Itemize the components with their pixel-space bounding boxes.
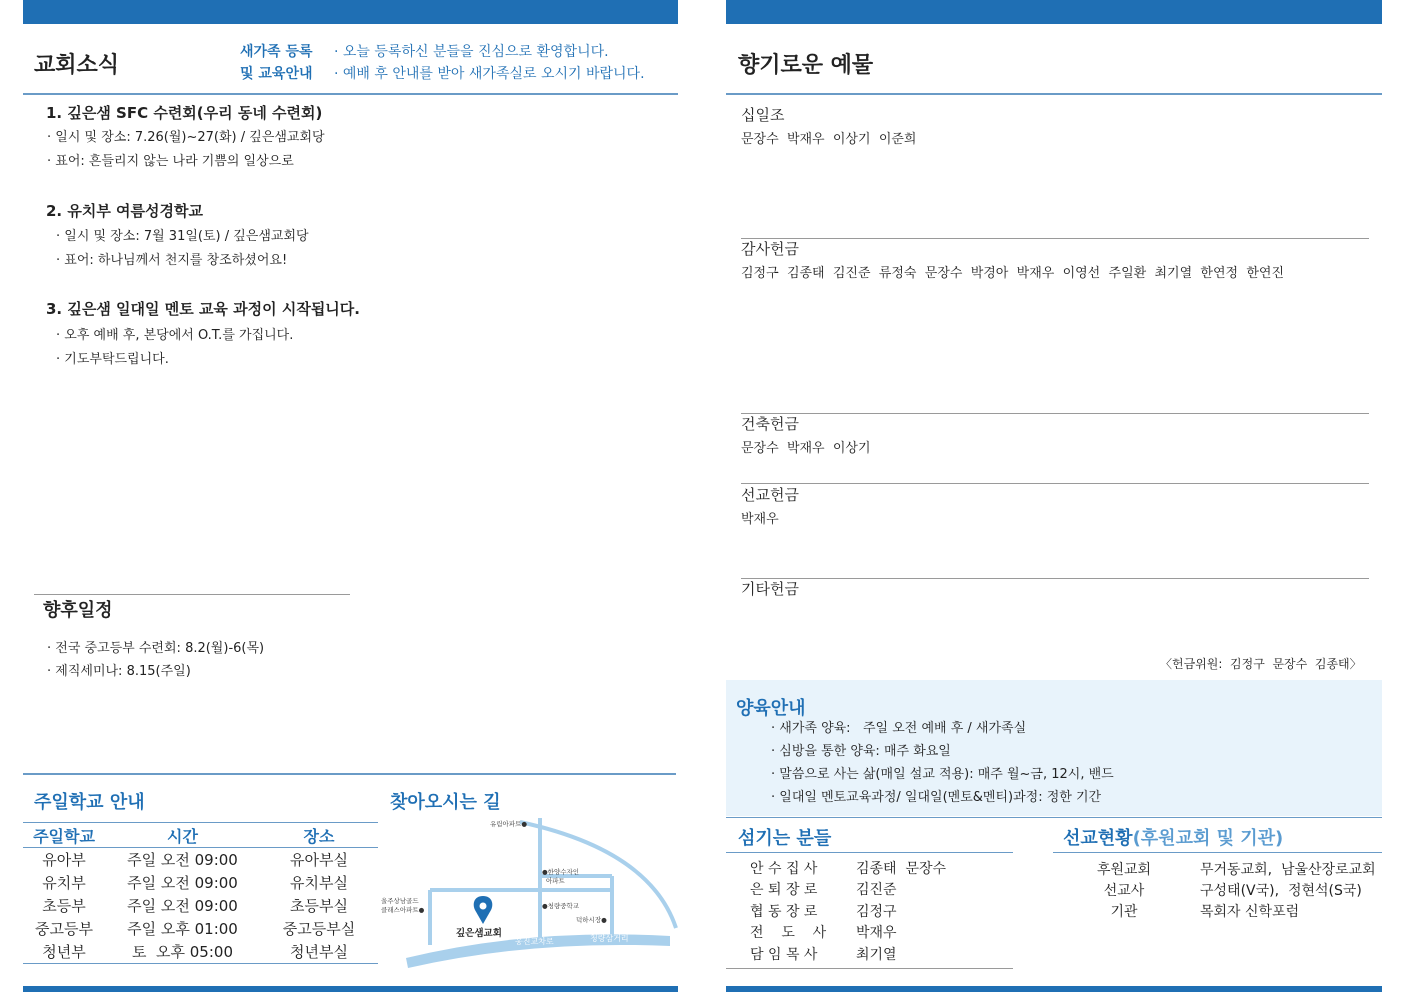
news-2-line-1: · 일시 및 장소: 7월 31일(토) / 깊은샘교회당 xyxy=(56,229,309,244)
sunday-school-table xyxy=(23,823,378,964)
newcomer-text xyxy=(334,41,645,85)
nurture-item-1: · 새가족 양육: 주일 오전 예배 후 / 새가족실 xyxy=(771,721,1027,736)
newcomer-text-line2: · 예배 후 안내를 받아 새가족실로 오시기 바랍니다. xyxy=(334,66,645,82)
sched-dept: 유아부 xyxy=(42,851,86,869)
directions-title: 찾아오시는 길 xyxy=(390,792,501,813)
servant-names: 김종태 문장수 xyxy=(856,860,947,877)
sched-header-row xyxy=(23,823,378,848)
sched-place: 중고등부실 xyxy=(282,920,356,938)
offering-names-tithe: 문장수 박재우 이상기 이준희 xyxy=(741,132,917,147)
map-label-road1: 웅진교차로 xyxy=(515,937,554,946)
missions-title-main: 선교현황 xyxy=(1063,828,1133,849)
nurture-item-4: · 일대일 멘토교육과정/ 일대일(멘토&멘티)과정: 정한 기간 xyxy=(771,790,1102,805)
offering-category-tithe: 십일조 xyxy=(741,106,785,124)
servants-title-rule xyxy=(726,852,1013,853)
table-row xyxy=(750,900,1006,922)
sched-dept: 중고등부 xyxy=(35,920,93,938)
sunday-school-title: 주일학교 안내 xyxy=(34,792,145,813)
map-label-road2: 청량삼거리 xyxy=(590,934,629,943)
news-3-line-1: · 오후 예배 후, 본당에서 O.T.를 가집니다. xyxy=(56,328,294,343)
mission-kind: 기관 xyxy=(1110,903,1138,920)
table-row xyxy=(750,879,1006,901)
offering-category-building: 건축헌금 xyxy=(741,415,799,433)
offering-category-other: 기타헌금 xyxy=(741,580,799,598)
sunday-school-table-wrap xyxy=(23,822,378,964)
sched-time: 토 오후 05:00 xyxy=(131,943,233,961)
servant-names: 김정구 xyxy=(856,903,897,920)
newcomer-text-line1: · 오늘 등록하신 분들을 진심으로 환영합니다. xyxy=(334,44,609,60)
sched-time: 주일 오전 09:00 xyxy=(127,874,238,892)
servant-role: 은 퇴 장 로 xyxy=(750,882,818,899)
offering-rule-3 xyxy=(741,483,1369,484)
table-row xyxy=(750,857,1006,879)
servant-names: 최기열 xyxy=(856,946,897,963)
sched-place: 유아부실 xyxy=(290,851,348,869)
offering-category-thanks: 감사헌금 xyxy=(741,240,799,258)
sched-place: 유치부실 xyxy=(290,874,348,892)
sched-time: 주일 오후 01:00 xyxy=(127,920,238,938)
table-row xyxy=(23,894,378,917)
offerings-title: 향기로운 예물 xyxy=(738,53,874,78)
left-header-rule xyxy=(23,93,678,95)
nurture-bottom-rule xyxy=(726,817,1382,818)
upcoming-item-1: · 전국 중고등부 수련회: 8.2(월)-6(목) xyxy=(47,641,265,656)
newcomer-label-line2: 및 교육안내 xyxy=(240,66,313,82)
map-label-apt3-l1: 울주상남골드 xyxy=(381,897,419,905)
news-3-line-2: · 기도부탁드립니다. xyxy=(56,352,169,367)
table-row xyxy=(1080,900,1376,921)
map-label-apt2-l1: ●한양수자인 xyxy=(542,868,580,876)
sched-top-rule xyxy=(23,822,378,823)
sched-dept: 초등부 xyxy=(42,897,86,915)
offering-rule-1 xyxy=(741,238,1369,239)
map-label-market: 덕하시장● xyxy=(576,916,607,924)
table-row xyxy=(750,943,1006,965)
sched-dept: 유치부 xyxy=(42,874,86,892)
map-label-apt1: 유림아파트● xyxy=(490,820,528,828)
table-row xyxy=(750,922,1006,944)
news-1-line-2: · 표어: 흔들리지 않는 나라 기쁨의 일상으로 xyxy=(47,154,294,169)
table-row xyxy=(23,940,378,964)
table-row xyxy=(1080,858,1376,879)
right-header-rule xyxy=(726,93,1382,95)
sched-header-dept: 주일학교 xyxy=(33,826,95,846)
servant-role: 안 수 집 사 xyxy=(750,860,818,877)
mission-kind: 선교사 xyxy=(1103,882,1145,899)
nurture-title: 양육안내 xyxy=(736,698,806,719)
table-row xyxy=(23,848,378,872)
servants-table xyxy=(750,857,1006,965)
table-row xyxy=(1080,879,1376,900)
sched-place: 청년부실 xyxy=(290,943,348,961)
news-1-line-1: · 일시 및 장소: 7.26(월)~27(화) / 깊은샘교회당 xyxy=(47,130,325,145)
offering-rule-4 xyxy=(741,578,1369,579)
servant-names: 김진준 xyxy=(856,882,897,899)
missions-title xyxy=(1063,824,1283,850)
newcomer-label-line1: 새가족 등록 xyxy=(240,44,313,60)
map-label-school: ●청량중학교 xyxy=(542,902,580,910)
map-pin-icon xyxy=(474,896,493,924)
servant-role: 협 동 장 로 xyxy=(750,903,818,920)
offering-category-mission: 선교헌금 xyxy=(741,486,799,504)
upcoming-rule xyxy=(34,594,350,595)
servants-bottom-rule xyxy=(726,968,1013,969)
offering-committee: 〈헌금위원: 김정구 문장수 김종태〉 xyxy=(1160,657,1362,671)
sched-time: 주일 오전 09:00 xyxy=(127,897,238,915)
upcoming-item-2: · 제직세미나: 8.15(주일) xyxy=(47,664,191,679)
directions-map xyxy=(380,810,680,970)
upcoming-title: 향후일정 xyxy=(43,600,113,621)
news-heading-1: 1. 깊은샘 SFC 수련회(우리 동네 수련회) xyxy=(46,104,323,122)
left-bottom-bar xyxy=(23,986,678,992)
sched-header-place: 장소 xyxy=(303,826,335,846)
right-bottom-bar xyxy=(726,986,1382,992)
nurture-panel xyxy=(726,680,1382,816)
mission-detail: 목회자 신학포럼 xyxy=(1200,903,1300,920)
offering-names-thanks: 김정구 김종태 김진준 류정숙 문장수 박경아 박재우 이영선 주일환 최기열 한연정 한연진 xyxy=(741,266,1284,281)
church-news-title: 교회소식 xyxy=(34,53,120,78)
offering-names-mission: 박재우 xyxy=(741,512,779,527)
offering-names-building: 문장수 박재우 이상기 xyxy=(741,441,871,456)
left-bottom-section-rule xyxy=(23,773,676,775)
mission-detail: 무거동교회, 남울산장로교회 xyxy=(1200,861,1376,878)
news-2-line-2: · 표어: 하나님께서 천지를 창조하셨어요! xyxy=(56,253,288,268)
sched-time: 주일 오전 09:00 xyxy=(127,851,238,869)
missions-title-sub: (후원교회 및 기관) xyxy=(1132,828,1284,849)
offering-rule-2 xyxy=(741,413,1369,414)
sched-place: 초등부실 xyxy=(290,897,348,915)
table-row xyxy=(23,917,378,940)
news-heading-2: 2. 유치부 여름성경학교 xyxy=(46,202,203,220)
servant-names: 박재우 xyxy=(856,925,897,942)
missions-table xyxy=(1080,858,1376,921)
servants-title: 섬기는 분들 xyxy=(738,828,832,849)
newcomer-label xyxy=(240,41,313,85)
right-top-bar xyxy=(726,0,1382,24)
missions-title-rule xyxy=(1053,852,1382,853)
news-heading-3: 3. 깊은샘 일대일 멘토 교육 과정이 시작됩니다. xyxy=(46,300,360,318)
servant-role: 전 도 사 xyxy=(750,925,827,942)
sched-dept: 청년부 xyxy=(42,943,86,961)
nurture-item-3: · 말씀으로 사는 삶(매일 설교 적용): 매주 월~금, 12시, 밴드 xyxy=(771,767,1114,782)
sched-header-time: 시간 xyxy=(167,826,198,846)
servant-role: 담 임 목 사 xyxy=(750,946,818,963)
nurture-item-2: · 심방을 통한 양육: 매주 화요일 xyxy=(771,744,951,759)
map-label-church: 깊은샘교회 xyxy=(456,928,502,939)
mission-detail: 구성태(V국), 정현석(S국) xyxy=(1200,882,1362,899)
map-label-apt2-l2: 아파트 xyxy=(546,877,565,885)
map-label-apt3-l2: 클래스아파트● xyxy=(381,906,425,914)
table-row xyxy=(23,871,378,894)
mission-kind: 후원교회 xyxy=(1096,861,1152,878)
left-top-bar xyxy=(23,0,678,24)
